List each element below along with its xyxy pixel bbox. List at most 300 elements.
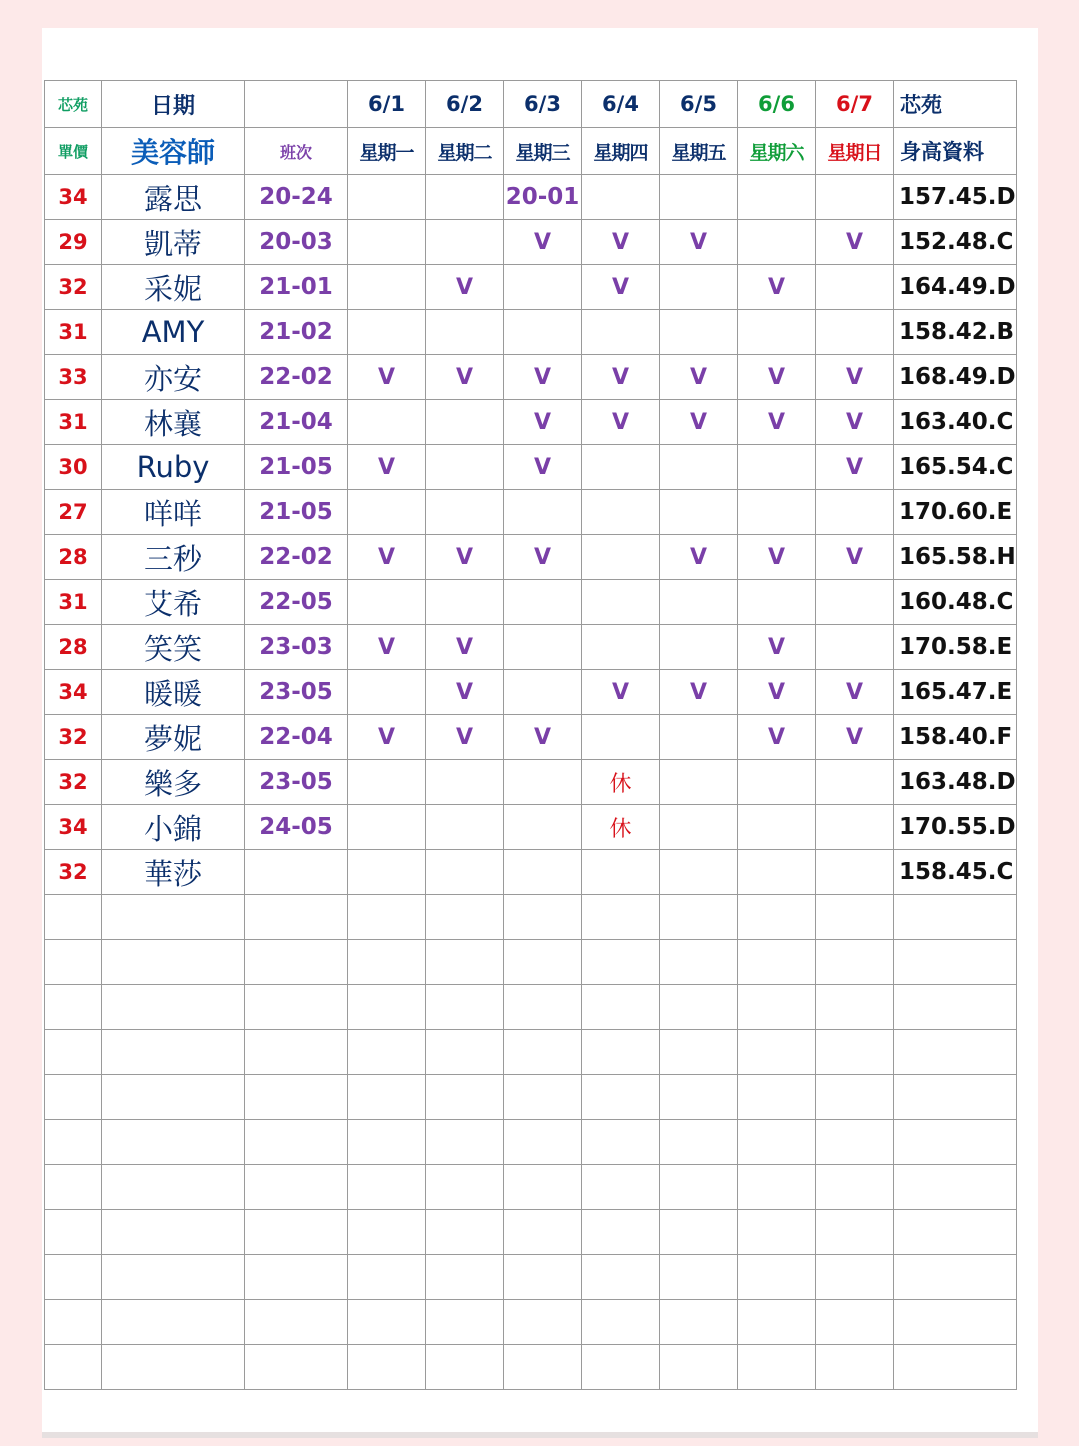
day-cell-2: V xyxy=(426,715,504,760)
day-cell-5 xyxy=(660,445,738,490)
page-edge xyxy=(42,1432,1038,1438)
empty-cell xyxy=(894,1030,1017,1075)
empty-cell xyxy=(45,1345,102,1390)
empty-cell xyxy=(816,1030,894,1075)
weekday-header-4: 星期四 xyxy=(582,128,660,175)
empty-cell xyxy=(102,1210,245,1255)
empty-cell xyxy=(660,1210,738,1255)
empty-table-row xyxy=(45,1345,1017,1390)
header-row-weekdays xyxy=(45,128,1017,175)
day-cell-5 xyxy=(660,625,738,670)
day-cell-5 xyxy=(660,580,738,625)
empty-cell xyxy=(45,940,102,985)
day-cell-7 xyxy=(816,265,894,310)
shift-cell: 22-02 xyxy=(245,355,348,400)
empty-cell xyxy=(245,1345,348,1390)
height-data-cell: 165.47.E xyxy=(894,670,1017,715)
empty-cell xyxy=(660,1300,738,1345)
empty-cell xyxy=(660,1075,738,1120)
day-cell-6 xyxy=(738,445,816,490)
day-cell-2 xyxy=(426,400,504,445)
price-label: 單價 xyxy=(45,128,102,175)
day-cell-2 xyxy=(426,580,504,625)
empty-cell xyxy=(504,1210,582,1255)
empty-cell xyxy=(894,985,1017,1030)
stylist-name-cell: 三秒 xyxy=(102,535,245,580)
empty-cell xyxy=(582,895,660,940)
stylist-name-cell: AMY xyxy=(102,310,245,355)
empty-cell xyxy=(738,895,816,940)
day-cell-1: V xyxy=(348,625,426,670)
day-cell-3 xyxy=(504,625,582,670)
day-cell-3: 20-01 xyxy=(504,175,582,220)
empty-table-row xyxy=(45,1255,1017,1300)
table-row xyxy=(45,445,1017,490)
empty-cell xyxy=(426,1345,504,1390)
price-cell: 27 xyxy=(45,490,102,535)
height-data-cell: 170.55.D xyxy=(894,805,1017,850)
day-cell-1 xyxy=(348,805,426,850)
empty-cell xyxy=(426,1030,504,1075)
empty-cell xyxy=(582,1030,660,1075)
price-cell: 28 xyxy=(45,625,102,670)
empty-cell xyxy=(348,1165,426,1210)
empty-cell xyxy=(245,985,348,1030)
height-data-cell: 168.49.D xyxy=(894,355,1017,400)
day-cell-2 xyxy=(426,850,504,895)
weekday-header-7: 星期日 xyxy=(816,128,894,175)
empty-cell xyxy=(816,1345,894,1390)
shift-cell xyxy=(245,850,348,895)
empty-cell xyxy=(426,895,504,940)
empty-cell xyxy=(816,1075,894,1120)
date-header-2: 6/2 xyxy=(426,81,504,128)
empty-cell xyxy=(102,1120,245,1165)
empty-cell xyxy=(738,940,816,985)
table-row xyxy=(45,355,1017,400)
day-cell-2: V xyxy=(426,625,504,670)
table-row xyxy=(45,310,1017,355)
weekday-header-5: 星期五 xyxy=(660,128,738,175)
empty-cell xyxy=(738,1075,816,1120)
day-cell-4 xyxy=(582,445,660,490)
day-cell-3 xyxy=(504,760,582,805)
price-cell: 29 xyxy=(45,220,102,265)
day-cell-7: V xyxy=(816,670,894,715)
day-cell-5 xyxy=(660,175,738,220)
empty-cell xyxy=(504,1345,582,1390)
price-cell: 31 xyxy=(45,310,102,355)
day-cell-4 xyxy=(582,490,660,535)
empty-cell xyxy=(816,940,894,985)
day-cell-6 xyxy=(738,220,816,265)
day-cell-5: V xyxy=(660,535,738,580)
empty-cell xyxy=(582,1120,660,1165)
empty-cell xyxy=(894,1120,1017,1165)
empty-cell xyxy=(582,1300,660,1345)
day-cell-1 xyxy=(348,670,426,715)
empty-table-row xyxy=(45,1120,1017,1165)
empty-cell xyxy=(426,1165,504,1210)
empty-table-row xyxy=(45,985,1017,1030)
stylist-name-cell: 笑笑 xyxy=(102,625,245,670)
empty-cell xyxy=(426,1300,504,1345)
day-cell-2 xyxy=(426,805,504,850)
day-cell-2 xyxy=(426,175,504,220)
day-cell-4: 休 xyxy=(582,805,660,850)
day-cell-2: V xyxy=(426,670,504,715)
stylist-name-cell: 咩咩 xyxy=(102,490,245,535)
day-cell-2 xyxy=(426,490,504,535)
day-cell-1: V xyxy=(348,445,426,490)
day-cell-5: V xyxy=(660,400,738,445)
day-cell-4: 休 xyxy=(582,760,660,805)
empty-cell xyxy=(102,1165,245,1210)
height-data-cell: 170.60.E xyxy=(894,490,1017,535)
day-cell-5: V xyxy=(660,355,738,400)
day-cell-5 xyxy=(660,310,738,355)
shift-cell: 20-03 xyxy=(245,220,348,265)
table-row xyxy=(45,760,1017,805)
day-cell-4 xyxy=(582,625,660,670)
empty-cell xyxy=(45,1120,102,1165)
table-row xyxy=(45,490,1017,535)
empty-cell xyxy=(504,1030,582,1075)
day-cell-3: V xyxy=(504,355,582,400)
empty-cell xyxy=(894,895,1017,940)
shift-cell: 21-04 xyxy=(245,400,348,445)
empty-cell xyxy=(426,940,504,985)
day-cell-6: V xyxy=(738,535,816,580)
empty-table-row xyxy=(45,1300,1017,1345)
empty-cell xyxy=(816,1300,894,1345)
empty-cell xyxy=(245,1120,348,1165)
empty-table-row xyxy=(45,940,1017,985)
price-cell: 32 xyxy=(45,265,102,310)
empty-cell xyxy=(102,985,245,1030)
day-cell-7 xyxy=(816,580,894,625)
empty-cell xyxy=(738,1165,816,1210)
price-cell: 31 xyxy=(45,400,102,445)
shift-cell: 23-05 xyxy=(245,760,348,805)
empty-cell xyxy=(45,1210,102,1255)
day-cell-6 xyxy=(738,760,816,805)
day-cell-3: V xyxy=(504,400,582,445)
shift-cell: 24-05 xyxy=(245,805,348,850)
empty-table-row xyxy=(45,1210,1017,1255)
empty-cell xyxy=(894,1075,1017,1120)
day-cell-3 xyxy=(504,850,582,895)
stylist-name-cell: 亦安 xyxy=(102,355,245,400)
empty-cell xyxy=(245,940,348,985)
empty-cell xyxy=(894,1345,1017,1390)
table-row xyxy=(45,625,1017,670)
stylist-name-cell: Ruby xyxy=(102,445,245,490)
day-cell-3 xyxy=(504,490,582,535)
height-data-cell: 165.58.H xyxy=(894,535,1017,580)
shift-cell: 21-01 xyxy=(245,265,348,310)
height-data-cell: 158.45.C xyxy=(894,850,1017,895)
height-data-cell: 163.40.C xyxy=(894,400,1017,445)
day-cell-1 xyxy=(348,310,426,355)
price-cell: 30 xyxy=(45,445,102,490)
day-cell-3 xyxy=(504,580,582,625)
empty-cell xyxy=(245,1030,348,1075)
empty-cell xyxy=(738,1300,816,1345)
height-data-cell: 158.40.F xyxy=(894,715,1017,760)
empty-cell xyxy=(738,1030,816,1075)
empty-cell xyxy=(504,1300,582,1345)
stylist-name-cell: 露思 xyxy=(102,175,245,220)
day-cell-5 xyxy=(660,715,738,760)
empty-cell xyxy=(245,1300,348,1345)
height-data-cell: 152.48.C xyxy=(894,220,1017,265)
day-cell-7 xyxy=(816,805,894,850)
day-cell-2 xyxy=(426,310,504,355)
day-cell-7 xyxy=(816,175,894,220)
day-cell-7 xyxy=(816,760,894,805)
day-cell-1: V xyxy=(348,715,426,760)
empty-cell xyxy=(894,1300,1017,1345)
day-cell-5: V xyxy=(660,220,738,265)
price-cell: 32 xyxy=(45,760,102,805)
day-cell-4 xyxy=(582,715,660,760)
empty-table-row xyxy=(45,1030,1017,1075)
height-data-cell: 165.54.C xyxy=(894,445,1017,490)
day-cell-7 xyxy=(816,625,894,670)
empty-cell xyxy=(738,1345,816,1390)
header-blank-cell xyxy=(245,81,348,128)
empty-cell xyxy=(426,985,504,1030)
day-cell-3 xyxy=(504,310,582,355)
weekday-header-1: 星期一 xyxy=(348,128,426,175)
empty-cell xyxy=(102,1030,245,1075)
price-cell: 33 xyxy=(45,355,102,400)
empty-cell xyxy=(45,895,102,940)
stylist-name-cell: 艾希 xyxy=(102,580,245,625)
day-cell-6 xyxy=(738,805,816,850)
shift-label: 班次 xyxy=(245,128,348,175)
day-cell-1 xyxy=(348,400,426,445)
empty-cell xyxy=(348,1075,426,1120)
day-cell-3: V xyxy=(504,445,582,490)
day-cell-6 xyxy=(738,310,816,355)
empty-cell xyxy=(816,1210,894,1255)
empty-cell xyxy=(738,1120,816,1165)
empty-cell xyxy=(245,895,348,940)
day-cell-6: V xyxy=(738,715,816,760)
empty-table-row xyxy=(45,1075,1017,1120)
empty-cell xyxy=(582,1210,660,1255)
stylist-name-cell: 夢妮 xyxy=(102,715,245,760)
day-cell-7: V xyxy=(816,445,894,490)
empty-cell xyxy=(348,1120,426,1165)
day-cell-5 xyxy=(660,805,738,850)
empty-cell xyxy=(816,1120,894,1165)
day-cell-7 xyxy=(816,490,894,535)
day-cell-6: V xyxy=(738,400,816,445)
day-cell-6: V xyxy=(738,265,816,310)
empty-cell xyxy=(660,940,738,985)
day-cell-2 xyxy=(426,445,504,490)
date-header-5: 6/5 xyxy=(660,81,738,128)
table-row xyxy=(45,850,1017,895)
empty-cell xyxy=(45,1165,102,1210)
shift-cell: 21-02 xyxy=(245,310,348,355)
empty-cell xyxy=(348,1255,426,1300)
table-row xyxy=(45,220,1017,265)
day-cell-3: V xyxy=(504,220,582,265)
table-row xyxy=(45,400,1017,445)
day-cell-1 xyxy=(348,490,426,535)
day-cell-1 xyxy=(348,220,426,265)
day-cell-2 xyxy=(426,760,504,805)
weekday-header-2: 星期二 xyxy=(426,128,504,175)
day-cell-4 xyxy=(582,580,660,625)
empty-cell xyxy=(582,985,660,1030)
empty-cell xyxy=(660,1165,738,1210)
empty-cell xyxy=(45,985,102,1030)
height-data-cell: 157.45.D xyxy=(894,175,1017,220)
day-cell-1: V xyxy=(348,355,426,400)
day-cell-7: V xyxy=(816,220,894,265)
empty-cell xyxy=(582,1075,660,1120)
empty-cell xyxy=(816,985,894,1030)
empty-cell xyxy=(738,1210,816,1255)
empty-cell xyxy=(816,1255,894,1300)
price-cell: 32 xyxy=(45,850,102,895)
table-row xyxy=(45,265,1017,310)
empty-cell xyxy=(102,1345,245,1390)
stylist-label: 美容師 xyxy=(102,128,245,175)
day-cell-5 xyxy=(660,850,738,895)
day-cell-5 xyxy=(660,265,738,310)
brand-label: 芯苑 xyxy=(45,81,102,128)
stylist-name-cell: 小錦 xyxy=(102,805,245,850)
empty-cell xyxy=(660,1255,738,1300)
height-data-label: 身高資料 xyxy=(894,128,1017,175)
empty-cell xyxy=(348,1030,426,1075)
day-cell-6: V xyxy=(738,355,816,400)
empty-cell xyxy=(660,895,738,940)
height-data-cell: 160.48.C xyxy=(894,580,1017,625)
empty-cell xyxy=(504,1075,582,1120)
schedule-table xyxy=(44,80,1017,1390)
empty-cell xyxy=(504,1120,582,1165)
day-cell-7 xyxy=(816,850,894,895)
date-header-6: 6/6 xyxy=(738,81,816,128)
day-cell-1: V xyxy=(348,535,426,580)
day-cell-6 xyxy=(738,490,816,535)
day-cell-1 xyxy=(348,760,426,805)
stylist-name-cell: 華莎 xyxy=(102,850,245,895)
empty-cell xyxy=(504,940,582,985)
empty-cell xyxy=(582,1345,660,1390)
day-cell-7: V xyxy=(816,400,894,445)
price-cell: 32 xyxy=(45,715,102,760)
empty-cell xyxy=(660,1120,738,1165)
empty-cell xyxy=(348,1300,426,1345)
empty-cell xyxy=(582,940,660,985)
price-cell: 34 xyxy=(45,175,102,220)
price-cell: 34 xyxy=(45,670,102,715)
empty-cell xyxy=(348,895,426,940)
empty-cell xyxy=(245,1210,348,1255)
shift-cell: 21-05 xyxy=(245,490,348,535)
height-data-cell: 170.58.E xyxy=(894,625,1017,670)
shift-cell: 23-05 xyxy=(245,670,348,715)
day-cell-7: V xyxy=(816,355,894,400)
day-cell-3: V xyxy=(504,535,582,580)
day-cell-2: V xyxy=(426,355,504,400)
day-cell-2: V xyxy=(426,535,504,580)
day-cell-4: V xyxy=(582,670,660,715)
day-cell-6 xyxy=(738,850,816,895)
day-cell-3: V xyxy=(504,715,582,760)
empty-cell xyxy=(348,1210,426,1255)
empty-cell xyxy=(45,1255,102,1300)
empty-cell xyxy=(348,985,426,1030)
empty-table-row xyxy=(45,1165,1017,1210)
empty-cell xyxy=(504,895,582,940)
date-label: 日期 xyxy=(102,81,245,128)
empty-cell xyxy=(348,1345,426,1390)
empty-cell xyxy=(426,1210,504,1255)
empty-cell xyxy=(894,940,1017,985)
empty-table-row xyxy=(45,895,1017,940)
day-cell-4 xyxy=(582,850,660,895)
empty-cell xyxy=(245,1075,348,1120)
day-cell-1 xyxy=(348,580,426,625)
empty-cell xyxy=(504,985,582,1030)
empty-cell xyxy=(582,1255,660,1300)
empty-cell xyxy=(660,1345,738,1390)
day-cell-4 xyxy=(582,310,660,355)
height-data-cell: 158.42.B xyxy=(894,310,1017,355)
stylist-name-cell: 暖暖 xyxy=(102,670,245,715)
empty-cell xyxy=(426,1120,504,1165)
price-cell: 34 xyxy=(45,805,102,850)
empty-cell xyxy=(102,895,245,940)
day-cell-3 xyxy=(504,265,582,310)
stylist-name-cell: 采妮 xyxy=(102,265,245,310)
day-cell-7: V xyxy=(816,535,894,580)
day-cell-4: V xyxy=(582,355,660,400)
stylist-name-cell: 凱蒂 xyxy=(102,220,245,265)
table-row xyxy=(45,805,1017,850)
day-cell-1 xyxy=(348,850,426,895)
empty-cell xyxy=(738,1255,816,1300)
day-cell-7 xyxy=(816,310,894,355)
day-cell-6 xyxy=(738,175,816,220)
empty-cell xyxy=(816,895,894,940)
day-cell-3 xyxy=(504,805,582,850)
day-cell-4: V xyxy=(582,220,660,265)
table-row xyxy=(45,580,1017,625)
empty-cell xyxy=(660,1030,738,1075)
weekday-header-6: 星期六 xyxy=(738,128,816,175)
price-cell: 31 xyxy=(45,580,102,625)
shift-cell: 21-05 xyxy=(245,445,348,490)
shift-cell: 22-05 xyxy=(245,580,348,625)
day-cell-1 xyxy=(348,175,426,220)
day-cell-4 xyxy=(582,175,660,220)
height-data-cell: 163.48.D xyxy=(894,760,1017,805)
table-row xyxy=(45,535,1017,580)
price-cell: 28 xyxy=(45,535,102,580)
empty-cell xyxy=(894,1165,1017,1210)
schedule-sheet xyxy=(42,28,1038,1434)
